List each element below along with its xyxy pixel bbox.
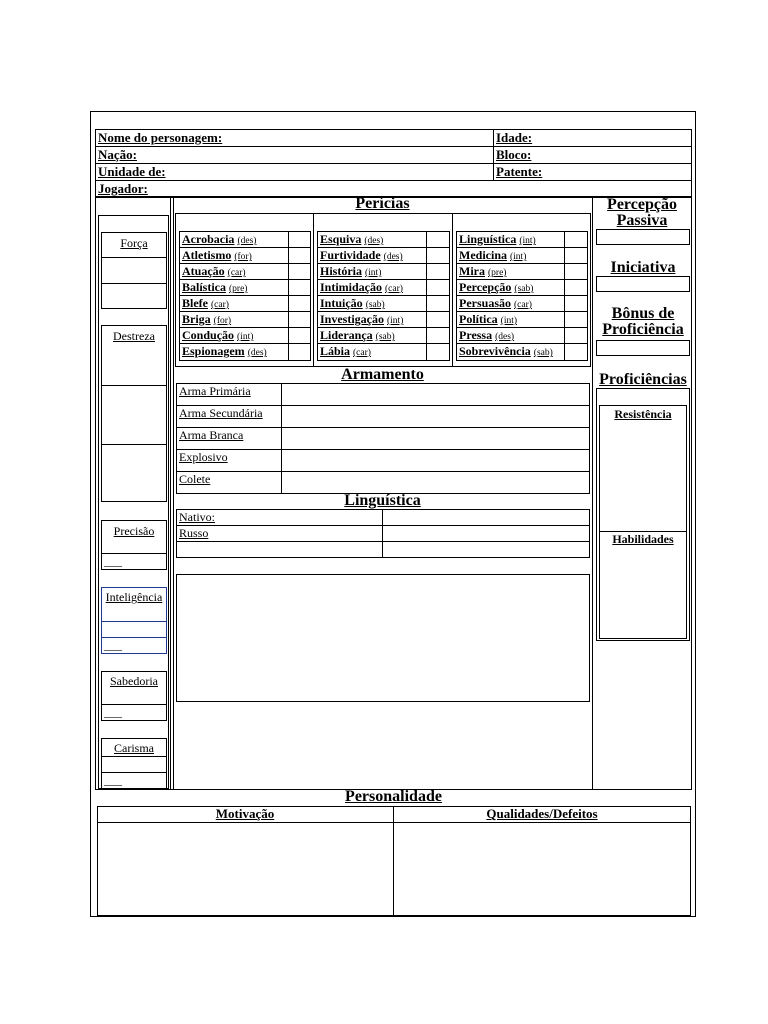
precision-value[interactable]: ___ bbox=[104, 554, 122, 568]
motivation-label: Motivação bbox=[215, 806, 275, 821]
skill-value-box[interactable] bbox=[427, 232, 449, 247]
skill-attribute-abbr: (des) bbox=[364, 236, 384, 246]
skill-name: Balística bbox=[182, 280, 226, 294]
charisma-label: Carisma bbox=[114, 741, 154, 755]
nation-label: Nação: bbox=[98, 147, 137, 162]
skill-attribute-abbr: (sab) bbox=[533, 348, 553, 358]
passive-perception-field[interactable] bbox=[596, 229, 690, 245]
wisdom-label: Sabedoria bbox=[110, 674, 158, 688]
abilities-label: Habilidades bbox=[612, 532, 674, 546]
dexterity-box bbox=[101, 325, 167, 502]
skill-name: Pressa bbox=[459, 328, 493, 342]
skill-value-box[interactable] bbox=[565, 280, 587, 295]
language-value-field[interactable] bbox=[383, 542, 589, 557]
skill-name: Percepção bbox=[459, 280, 512, 294]
age-label: Idade: bbox=[496, 130, 533, 145]
skill-attribute-abbr: (car) bbox=[211, 300, 229, 310]
language-value-field[interactable] bbox=[383, 510, 589, 525]
weapon-label: Explosivo bbox=[179, 450, 228, 464]
skill-name: Liderança bbox=[320, 328, 373, 342]
skill-value-box[interactable] bbox=[427, 328, 449, 343]
initiative-title: Iniciativa bbox=[610, 259, 676, 276]
skill-row bbox=[318, 344, 425, 361]
skill-name: Briga bbox=[182, 312, 211, 326]
language-label[interactable]: Nativo: bbox=[179, 510, 215, 524]
block-label: Bloco: bbox=[496, 147, 532, 162]
linguistics-title: Linguística bbox=[344, 492, 421, 509]
language-label[interactable]: Russo bbox=[179, 526, 209, 540]
skill-attribute-abbr: (int) bbox=[387, 316, 404, 326]
weapon-value-field[interactable] bbox=[282, 450, 589, 471]
skill-value-box[interactable] bbox=[565, 312, 587, 327]
skill-name: Mira bbox=[459, 264, 485, 278]
skill-name: Esquiva bbox=[320, 232, 362, 246]
strength-label: Força bbox=[120, 236, 148, 250]
skill-attribute-abbr: (des) bbox=[237, 236, 257, 246]
skill-value-box[interactable] bbox=[289, 296, 310, 311]
skill-value-box[interactable] bbox=[565, 296, 587, 311]
skill-attribute-abbr: (int) bbox=[500, 316, 518, 326]
skill-value-box[interactable] bbox=[565, 344, 587, 359]
skill-value-box[interactable] bbox=[427, 344, 449, 359]
skill-attribute-abbr: (car) bbox=[514, 300, 532, 310]
initiative-field[interactable] bbox=[596, 276, 690, 292]
skill-name: Atuação bbox=[182, 264, 225, 278]
skill-attribute-abbr: (sab) bbox=[375, 332, 395, 342]
proficiency-bonus-title: Bônus de Proficiência bbox=[602, 305, 684, 338]
personality-title: Personalidade bbox=[345, 788, 442, 805]
weapon-value-field[interactable] bbox=[282, 384, 589, 405]
proficiencies-title: Proficiências bbox=[599, 371, 687, 388]
qualities-label: Qualidades/Defeitos bbox=[486, 806, 598, 821]
weapon-label: Colete bbox=[179, 472, 211, 486]
skill-attribute-abbr: (sab) bbox=[365, 300, 385, 310]
skill-name: História bbox=[320, 264, 362, 278]
skill-value-box[interactable] bbox=[427, 280, 449, 295]
skill-name: Medicina bbox=[459, 248, 507, 262]
skill-attribute-abbr: (int) bbox=[510, 252, 527, 262]
skill-value-box[interactable] bbox=[565, 328, 587, 343]
proficiency-bonus-field[interactable] bbox=[596, 340, 690, 356]
skill-name: Sobrevivência bbox=[459, 344, 531, 358]
skills-title: Perícias bbox=[355, 195, 410, 212]
skill-value-box[interactable] bbox=[289, 344, 310, 359]
weapon-value-field[interactable] bbox=[282, 472, 589, 493]
charisma-value[interactable]: ___ bbox=[104, 773, 122, 787]
skill-attribute-abbr: (car) bbox=[227, 268, 246, 278]
weapon-label: Arma Primária bbox=[179, 384, 251, 398]
skill-name: Intimidação bbox=[320, 280, 383, 294]
skill-name: Intuição bbox=[320, 296, 363, 310]
intelligence-value[interactable]: ___ bbox=[104, 638, 122, 652]
dexterity-label: Destreza bbox=[113, 329, 155, 343]
passive-perception-title: Percepção Passiva bbox=[607, 196, 677, 229]
skill-attribute-abbr: (car) bbox=[385, 284, 403, 294]
wisdom-value[interactable]: ___ bbox=[104, 705, 122, 719]
skill-value-box[interactable] bbox=[427, 296, 449, 311]
skill-value-box[interactable] bbox=[565, 264, 587, 279]
player-label: Jogador: bbox=[98, 181, 148, 196]
skill-name: Blefe bbox=[182, 296, 208, 310]
skill-name: Persuasão bbox=[459, 296, 511, 310]
skill-attribute-abbr: (for) bbox=[234, 252, 252, 262]
skill-value-box[interactable] bbox=[289, 312, 310, 327]
skill-name: Investigação bbox=[320, 312, 384, 326]
skill-value-box[interactable] bbox=[427, 248, 449, 263]
weapon-value-field[interactable] bbox=[282, 428, 589, 449]
skill-value-box[interactable] bbox=[289, 232, 310, 247]
skill-name: Furtividade bbox=[320, 248, 381, 262]
skill-attribute-abbr: (des) bbox=[495, 332, 515, 342]
skill-attribute-abbr: (des) bbox=[383, 252, 403, 262]
skill-name: Lábia bbox=[320, 344, 351, 358]
skill-attribute-abbr: (for) bbox=[213, 316, 232, 326]
proficiencies-inner bbox=[599, 405, 687, 639]
skill-value-box[interactable] bbox=[427, 312, 449, 327]
skill-attribute-abbr: (des) bbox=[247, 348, 267, 358]
skill-row bbox=[457, 344, 563, 361]
motivation-field[interactable] bbox=[98, 823, 392, 915]
skill-name: Acrobacia bbox=[182, 232, 235, 246]
skill-value-box[interactable] bbox=[289, 248, 310, 263]
qualities-field[interactable] bbox=[394, 823, 690, 915]
skill-attribute-abbr: (sab) bbox=[514, 284, 534, 294]
skill-name: Atletismo bbox=[182, 248, 232, 262]
notes-box[interactable] bbox=[176, 574, 590, 702]
weapons-title: Armamento bbox=[341, 366, 424, 383]
skill-attribute-abbr: (pre) bbox=[488, 268, 507, 278]
skill-value-box[interactable] bbox=[565, 248, 587, 263]
skill-name: Espionagem bbox=[182, 344, 245, 358]
skill-value-box[interactable] bbox=[427, 264, 449, 279]
intelligence-label: Inteligência bbox=[105, 590, 163, 604]
skill-attribute-abbr: (int) bbox=[237, 332, 254, 342]
precision-label: Precisão bbox=[113, 524, 155, 538]
skill-attribute-abbr: (int) bbox=[519, 236, 536, 246]
resistance-label: Resistência bbox=[614, 407, 672, 421]
unit-label: Unidade de: bbox=[98, 164, 166, 179]
skill-value-box[interactable] bbox=[289, 328, 310, 343]
skill-value-box[interactable] bbox=[289, 280, 310, 295]
skill-value-box[interactable] bbox=[565, 232, 587, 247]
skill-attribute-abbr: (pre) bbox=[229, 284, 248, 294]
skill-value-box[interactable] bbox=[289, 264, 310, 279]
skill-name: Condução bbox=[182, 328, 235, 342]
skill-attribute-abbr: (int) bbox=[365, 268, 382, 278]
skill-attribute-abbr: (car) bbox=[353, 348, 371, 358]
rank-label: Patente: bbox=[496, 164, 543, 179]
skill-name: Linguística bbox=[459, 232, 517, 246]
character-name-label: Nome do personagem: bbox=[98, 130, 223, 145]
language-value-field[interactable] bbox=[383, 526, 589, 541]
weapon-label: Arma Branca bbox=[179, 428, 244, 442]
weapon-value-field[interactable] bbox=[282, 406, 589, 427]
skill-name: Política bbox=[459, 312, 498, 326]
skill-row bbox=[180, 344, 287, 361]
weapon-label: Arma Secundária bbox=[179, 406, 263, 420]
